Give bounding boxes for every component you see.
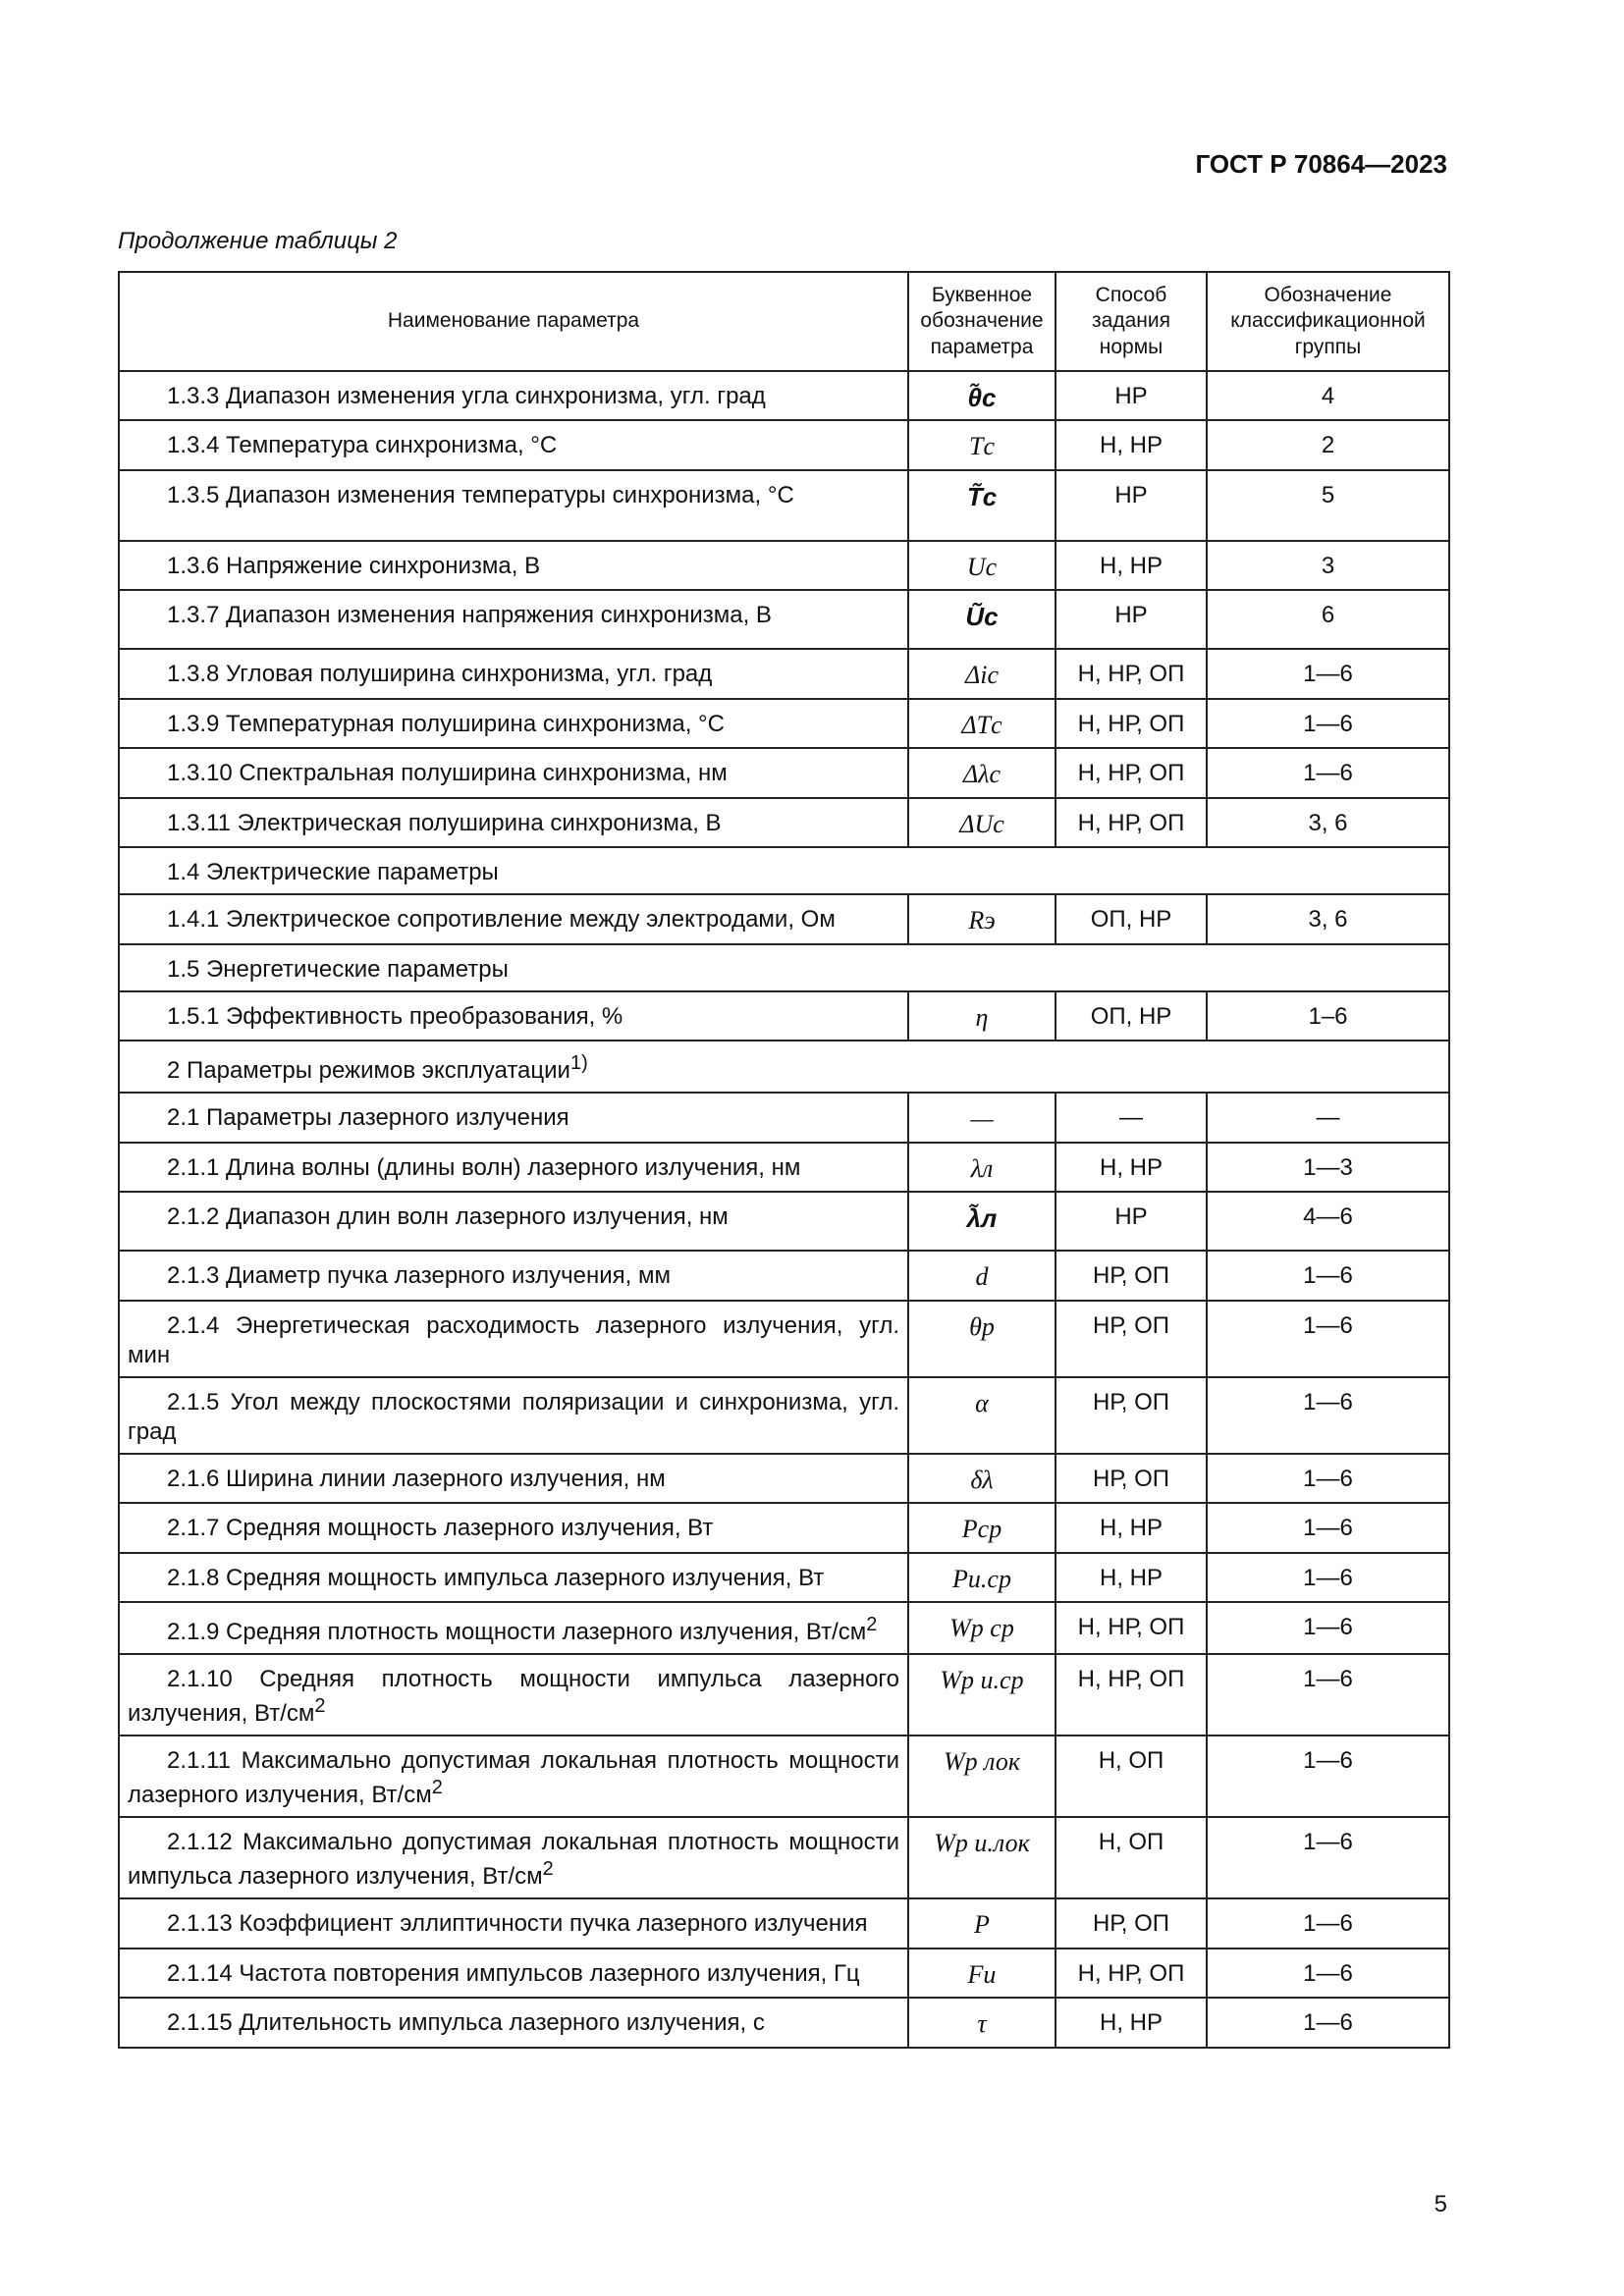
column-header-name: Наименование параметра xyxy=(119,272,908,371)
parameter-name: 2.1.4 Энергетическая расходимость лазерного излучения, угл. мин xyxy=(119,1301,908,1377)
parameter-name: 2.1.14 Частота повторения импульсов лазерного излучения, Гц xyxy=(119,1949,908,1999)
table-row xyxy=(119,1654,1449,1735)
classification-group: 1—6 xyxy=(1207,1998,1449,2048)
parameter-name: 1.5.1 Эффективность преобразования, % xyxy=(119,991,908,1041)
table-row xyxy=(119,748,1449,798)
table-header-row xyxy=(119,272,1449,371)
classification-group: 3, 6 xyxy=(1207,798,1449,848)
parameter-symbol: η xyxy=(908,991,1056,1041)
classification-group: 1—6 xyxy=(1207,1251,1449,1301)
classification-group: 3, 6 xyxy=(1207,894,1449,944)
classification-group: 1—6 xyxy=(1207,1503,1449,1553)
parameter-symbol: T̃с xyxy=(908,470,1056,541)
classification-group: 1—6 xyxy=(1207,1454,1449,1504)
parameter-name: 2.1.9 Средняя плотность мощности лазерного излучения, $Вт/см^2$ xyxy=(119,1602,908,1654)
column-header-group: Обозначение классификационной группы xyxy=(1207,272,1449,371)
table-row xyxy=(119,894,1449,944)
parameter-symbol: θ̃с xyxy=(908,371,1056,421)
norm-method: Н, НР, ОП xyxy=(1056,1654,1207,1735)
parameter-name: 1.3.4 Температура синхронизма, °С xyxy=(119,420,908,470)
classification-group: 3 xyxy=(1207,541,1449,591)
table-row xyxy=(119,1143,1449,1193)
table-row xyxy=(119,1301,1449,1377)
table-row xyxy=(119,944,1449,991)
classification-group: 1—6 xyxy=(1207,1898,1449,1949)
parameter-name: 2.1.13 Коэффициент эллиптичности пучка лазерного излучения xyxy=(119,1898,908,1949)
parameter-symbol: Pи.ср xyxy=(908,1553,1056,1603)
table-row xyxy=(119,847,1449,894)
classification-group: 1—6 xyxy=(1207,1301,1449,1377)
table-body xyxy=(119,371,1449,2048)
parameter-symbol: Rэ xyxy=(908,894,1056,944)
parameter-symbol: ΔUс xyxy=(908,798,1056,848)
document-id: ГОСТ Р 70864—2023 xyxy=(1195,149,1447,179)
parameter-name: 1.4.1 Электрическое сопротивление между электродами, Ом xyxy=(119,894,908,944)
parameter-symbol: ΔTс xyxy=(908,699,1056,749)
parameter-symbol: λл xyxy=(908,1143,1056,1193)
norm-method: НР xyxy=(1056,371,1207,421)
parameter-name: 1.3.11 Электрическая полуширина синхронизма, В xyxy=(119,798,908,848)
norm-method: НР xyxy=(1056,470,1207,541)
norm-method: Н, НР, ОП xyxy=(1056,1949,1207,1999)
table-row xyxy=(119,1602,1449,1654)
norm-method: НР, ОП xyxy=(1056,1898,1207,1949)
parameter-symbol: Pср xyxy=(908,1503,1056,1553)
classification-group: 4 xyxy=(1207,371,1449,421)
column-header-symbol: Буквенное обозначение параметра xyxy=(908,272,1056,371)
norm-method: Н, ОП xyxy=(1056,1735,1207,1817)
parameter-name: 2.1.2 Диапазон длин волн лазерного излучения, нм xyxy=(119,1192,908,1251)
norm-method: НР, ОП xyxy=(1056,1454,1207,1504)
parameter-symbol: α xyxy=(908,1377,1056,1454)
parameter-name: 2.1.5 Угол между плоскостями поляризации и синхронизма, угл. град xyxy=(119,1377,908,1454)
classification-group: 1—6 xyxy=(1207,1817,1449,1898)
parameter-symbol: Fи xyxy=(908,1949,1056,1999)
table-row xyxy=(119,1251,1449,1301)
table-row xyxy=(119,590,1449,649)
table-row xyxy=(119,1998,1449,2048)
column-header-method: Способ задания нормы xyxy=(1056,272,1207,371)
table-row xyxy=(119,1503,1449,1553)
table-row xyxy=(119,1949,1449,1999)
norm-method: Н, НР, ОП xyxy=(1056,649,1207,699)
parameter-symbol: Δλс xyxy=(908,748,1056,798)
parameter-symbol: λ̃л xyxy=(908,1192,1056,1251)
classification-group: 1—6 xyxy=(1207,699,1449,749)
norm-method: — xyxy=(1056,1093,1207,1143)
table-row xyxy=(119,1817,1449,1898)
parameter-name: 2 Параметры режимов эксплуатации$^{1)}$ xyxy=(119,1041,1449,1093)
norm-method: НР xyxy=(1056,590,1207,649)
page-number: 5 xyxy=(1434,2191,1447,2217)
norm-method: Н, НР, ОП xyxy=(1056,798,1207,848)
classification-group: 1—6 xyxy=(1207,748,1449,798)
table-row xyxy=(119,798,1449,848)
parameter-name: 2.1.12 Максимально допустимая локальная плотность мощности импульса лазерного излучения, $Вт/см^2$ xyxy=(119,1817,908,1898)
norm-method: НР, ОП xyxy=(1056,1377,1207,1454)
table-row xyxy=(119,1553,1449,1603)
parameter-symbol: Wp лок xyxy=(908,1735,1056,1817)
parameter-name: 2.1.8 Средняя мощность импульса лазерного излучения, Вт xyxy=(119,1553,908,1603)
table-row xyxy=(119,1041,1449,1093)
norm-method: НР, ОП xyxy=(1056,1251,1207,1301)
parameter-name: 1.3.6 Напряжение синхронизма, В xyxy=(119,541,908,591)
classification-group: 1—6 xyxy=(1207,1654,1449,1735)
classification-group: 4—6 xyxy=(1207,1192,1449,1251)
classification-group: 1–6 xyxy=(1207,991,1449,1041)
classification-group: 1—6 xyxy=(1207,1735,1449,1817)
superscript: 2 xyxy=(866,1614,878,1636)
classification-group: 1—6 xyxy=(1207,649,1449,699)
parameter-name: 2.1 Параметры лазерного излучения xyxy=(119,1093,908,1143)
norm-method: Н, НР xyxy=(1056,1553,1207,1603)
table-row xyxy=(119,1093,1449,1143)
table-row xyxy=(119,371,1449,421)
parameter-name: 2.1.7 Средняя мощность лазерного излучения, Вт xyxy=(119,1503,908,1553)
table-row xyxy=(119,470,1449,541)
parameter-name: 1.3.5 Диапазон изменения температуры синхронизма, °С xyxy=(119,470,908,541)
norm-method: Н, ОП xyxy=(1056,1817,1207,1898)
classification-group: 1—6 xyxy=(1207,1377,1449,1454)
norm-method: НР, ОП xyxy=(1056,1301,1207,1377)
norm-method: Н, НР xyxy=(1056,1998,1207,2048)
parameter-symbol: Ũс xyxy=(908,590,1056,649)
parameter-name: 1.3.8 Угловая полуширина синхронизма, угл. град xyxy=(119,649,908,699)
parameters-table xyxy=(118,271,1450,2049)
norm-method: ОП, НР xyxy=(1056,991,1207,1041)
parameter-name: 2.1.1 Длина волны (длины волн) лазерного излучения, нм xyxy=(119,1143,908,1193)
parameter-name: 2.1.15 Длительность импульса лазерного излучения, с xyxy=(119,1998,908,2048)
parameter-symbol: d xyxy=(908,1251,1056,1301)
norm-method: Н, НР xyxy=(1056,420,1207,470)
parameter-symbol: Wp и.ср xyxy=(908,1654,1056,1735)
superscript: 2 xyxy=(314,1695,326,1718)
parameter-symbol: θр xyxy=(908,1301,1056,1377)
superscript: 2 xyxy=(431,1777,443,1799)
table-row xyxy=(119,991,1449,1041)
parameter-name: 1.3.9 Температурная полуширина синхронизма, °С xyxy=(119,699,908,749)
norm-method: Н, НР xyxy=(1056,1143,1207,1193)
classification-group: 6 xyxy=(1207,590,1449,649)
table-row xyxy=(119,1377,1449,1454)
parameter-name: 1.3.10 Спектральная полуширина синхронизма, нм xyxy=(119,748,908,798)
parameter-symbol: P xyxy=(908,1898,1056,1949)
classification-group: 1—6 xyxy=(1207,1602,1449,1654)
norm-method: Н, НР, ОП xyxy=(1056,699,1207,749)
table-row xyxy=(119,420,1449,470)
classification-group: 5 xyxy=(1207,470,1449,541)
classification-group: 1—6 xyxy=(1207,1949,1449,1999)
norm-method: ОП, НР xyxy=(1056,894,1207,944)
table-row xyxy=(119,699,1449,749)
superscript: 1) xyxy=(569,1052,588,1075)
parameter-symbol: Uс xyxy=(908,541,1056,591)
superscript: 2 xyxy=(542,1858,554,1881)
table-caption: Продолжение таблицы 2 xyxy=(118,228,398,254)
parameter-name: 2.1.11 Максимально допустимая локальная плотность мощности лазерного излучения, $Вт/см^2$ xyxy=(119,1735,908,1817)
norm-method: Н, НР xyxy=(1056,541,1207,591)
table-row xyxy=(119,1735,1449,1817)
parameter-name: 2.1.6 Ширина линии лазерного излучения, нм xyxy=(119,1454,908,1504)
norm-method: НР xyxy=(1056,1192,1207,1251)
parameter-name: 1.4 Электрические параметры xyxy=(119,847,1449,894)
parameter-name: 1.3.7 Диапазон изменения напряжения синхронизма, В xyxy=(119,590,908,649)
parameter-symbol: Tс xyxy=(908,420,1056,470)
parameter-symbol: Wp и.лок xyxy=(908,1817,1056,1898)
parameter-symbol: δλ xyxy=(908,1454,1056,1504)
table-row xyxy=(119,541,1449,591)
norm-method: Н, НР xyxy=(1056,1503,1207,1553)
norm-method: Н, НР, ОП xyxy=(1056,1602,1207,1654)
parameter-name: 1.3.3 Диапазон изменения угла синхронизма, угл. град xyxy=(119,371,908,421)
table-row xyxy=(119,1192,1449,1251)
parameter-symbol: Wp ср xyxy=(908,1602,1056,1654)
table-row xyxy=(119,1898,1449,1949)
table-row xyxy=(119,649,1449,699)
parameter-name: 2.1.3 Диаметр пучка лазерного излучения, мм xyxy=(119,1251,908,1301)
parameter-symbol: τ xyxy=(908,1998,1056,2048)
parameter-name: 2.1.10 Средняя плотность мощности импульса лазерного излучения, $Вт/см^2$ xyxy=(119,1654,908,1735)
classification-group: — xyxy=(1207,1093,1449,1143)
classification-group: 1—6 xyxy=(1207,1553,1449,1603)
parameter-symbol: Δiс xyxy=(908,649,1056,699)
parameter-name: 1.5 Энергетические параметры xyxy=(119,944,1449,991)
classification-group: 2 xyxy=(1207,420,1449,470)
norm-method: Н, НР, ОП xyxy=(1056,748,1207,798)
classification-group: 1—3 xyxy=(1207,1143,1449,1193)
parameter-symbol: — xyxy=(908,1093,1056,1143)
table-row xyxy=(119,1454,1449,1504)
